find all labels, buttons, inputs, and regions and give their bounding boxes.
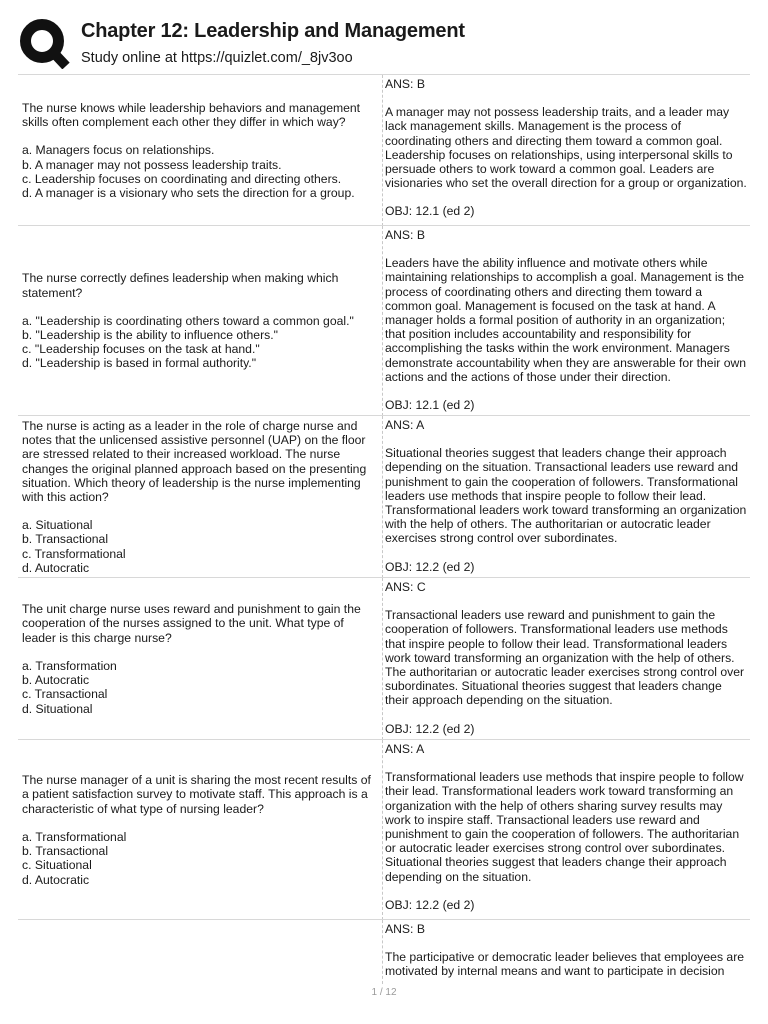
page-header (0, 0, 768, 74)
answer-key: ANS: B (385, 228, 425, 242)
answer-option: a. Transformational (22, 829, 127, 844)
question-text: The unit charge nurse uses reward and punishment to gain the cooperation of the nurses assigned to the unit. What type of leader is this charge nurse? (22, 602, 361, 645)
answer-option: a. Managers focus on relationships. (22, 143, 215, 158)
question-side (22, 75, 379, 226)
quizlet-logo-icon (18, 17, 70, 69)
card-divider (382, 226, 383, 416)
answer-option: c. Transformational (22, 546, 126, 561)
answer-option: d. Autocratic (22, 560, 90, 575)
answer-option: c. Transactional (22, 687, 108, 702)
answer-key: ANS: A (385, 742, 425, 756)
answer-side (385, 742, 747, 912)
answer-explanation: Transactional leaders use reward and punishment to gain the cooperation of followers. Transformational leaders use methods that inspire people to follow their lead. Transformational leaders work toward transforming an organization with the help of others. The authoritarian or autocratic leader exercises strong control over subordinates. Situational theories suggest that leaders change their approach depending on the situation. (385, 608, 745, 708)
flashcard (18, 739, 750, 920)
card-divider (382, 75, 383, 226)
answer-option: b. Autocratic (22, 673, 90, 688)
answer-side (385, 228, 747, 412)
answer-option: a. Situational (22, 518, 93, 533)
answer-option: b. Transactional (22, 844, 109, 859)
question-text: The nurse is acting as a leader in the role of charge nurse and notes that the unlicensed assistive personnel (UAP) on the floor are stressed related to their increased workload. The nurse changes the original planned approach based on the presenting situation. Which theory of leadership is the nurse implementing with this action? (22, 418, 367, 504)
objective-label: OBJ: 12.2 (ed 2) (385, 897, 475, 912)
answer-key: ANS: A (385, 418, 425, 432)
question-side (22, 740, 379, 920)
answer-options (22, 518, 379, 575)
question-side (22, 416, 379, 578)
question-side (22, 920, 379, 984)
card-divider (382, 416, 383, 578)
flashcard (18, 919, 750, 984)
page-number: 1 / 12 (371, 987, 397, 998)
answer-option: c. Leadership focuses on coordinating and directing others. (22, 171, 342, 186)
card-divider (382, 920, 383, 984)
answer-key: ANS: B (385, 922, 425, 936)
answer-key: ANS: C (385, 580, 426, 594)
answer-side (385, 580, 747, 736)
answer-option: b. "Leadership is the ability to influence others." (22, 328, 278, 342)
answer-option: b. A manager may not possess leadership traits. (22, 157, 282, 172)
answer-side (385, 418, 747, 574)
answer-options (22, 143, 379, 200)
answer-key: ANS: B (385, 77, 425, 91)
answer-option: d. Autocratic (22, 872, 90, 887)
flashcard (18, 577, 750, 740)
answer-options (22, 659, 379, 716)
answer-option: a. "Leadership is coordinating others toward a common goal." (22, 313, 354, 328)
answer-option: b. Transactional (22, 532, 109, 547)
answer-options (22, 830, 379, 887)
answer-explanation: The participative or democratic leader believes that employees are motivated by internal means and want to participate in decision (385, 950, 745, 979)
answer-option: d. "Leadership is based in formal authority." (22, 356, 257, 371)
answer-option: a. Transformation (22, 658, 117, 673)
objective-label: OBJ: 12.1 (ed 2) (385, 398, 475, 413)
answer-option: c. "Leadership focuses on the task at hand." (22, 342, 260, 357)
answer-explanation: Transformational leaders use methods that inspire people to follow their lead. Transformational leaders work toward transforming an organization with the help of others sharing survey results may work to inspire staff. Transactional leaders use reward and punishment to gain the cooperation of followers. The authoritarian or autocratic leader exercises strong control over subordinates. Situational theories suggest that leaders change their approach depending on the situation. (385, 770, 744, 884)
question-text: The nurse correctly defines leadership when making which statement? (22, 271, 339, 300)
answer-side (385, 77, 747, 219)
objective-label: OBJ: 12.1 (ed 2) (385, 204, 475, 219)
objective-label: OBJ: 12.2 (ed 2) (385, 721, 475, 736)
flashcard (18, 74, 750, 226)
answer-side (385, 922, 747, 979)
objective-label: OBJ: 12.2 (ed 2) (385, 559, 475, 574)
page-title: Chapter 12: Leadership and Management (81, 20, 465, 42)
answer-option: d. A manager is a visionary who sets the direction for a group. (22, 185, 355, 200)
flashcard (18, 225, 750, 416)
answer-option: d. Situational (22, 701, 93, 716)
card-divider (382, 578, 383, 740)
study-online-link[interactable]: Study online at https://quizlet.com/_8jv3oo (81, 50, 353, 66)
question-side (22, 226, 379, 416)
answer-explanation: Leaders have the ability influence and motivate others while maintaining relationships to accomplish a goal. Management is the process of coordinating others and directing them toward a common goal. Management is focused on the task at hand. A manager holds a formal position of authority in an organization; that position includes accountability and responsibility for accomplishing the tasks within the work environment. Managers demonstrate accountability when they are answerable for their own actions and the actions of those under their direction. (385, 256, 747, 384)
question-text: The nurse knows while leadership behaviors and management skills often complement each other they differ in which way? (22, 100, 361, 130)
card-divider (382, 740, 383, 920)
flashcard (18, 415, 750, 578)
answer-options (22, 314, 379, 371)
answer-explanation: A manager may not possess leadership traits, and a leader may lack management skills. Management is the process of coordinating others and directing them toward a common goal. Leadership focuses on relationships, using interpersonal skills to persuade others to work toward a common goal. Leaders are visionaries who set the overall direction for a group or organization. (385, 105, 747, 191)
question-side (22, 578, 379, 740)
question-text: The nurse manager of a unit is sharing the most recent results of a patient satisfaction survey to motivate staff. This approach is a characteristic of what type of nursing leader? (22, 773, 371, 816)
answer-explanation: Situational theories suggest that leaders change their approach depending on the situation. Transactional leaders use reward and punishment to gain the cooperation of followers. Transformational leaders use methods that inspire people to follow their lead. Transformational leaders work toward transforming an organization with the help of others. The authoritarian or autocratic leader exercises strong control over subordinates. (385, 446, 747, 546)
answer-option: c. Situational (22, 858, 92, 873)
